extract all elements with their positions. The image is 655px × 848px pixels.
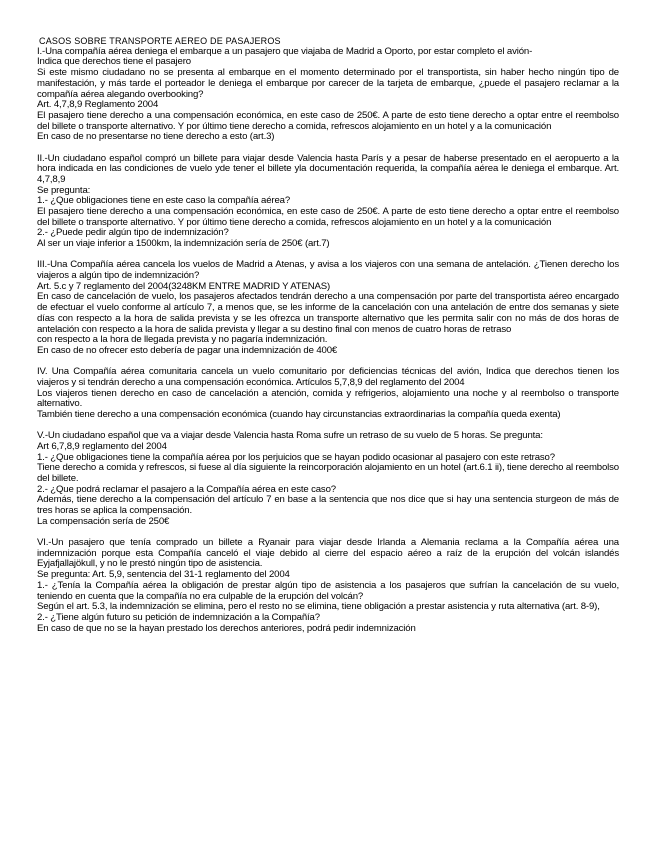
paragraph: Art. 4,7,8,9 Reglamento 2004 [37, 99, 159, 111]
paragraph: 2.- ¿Que podrá reclamar el pasajero a la Compañía aérea en este caso? [37, 483, 336, 495]
paragraph: I.-Una compañía aérea deniega el embarque a un pasajero que viajaba de Madrid a Oporto, por estar completo el avión- [37, 45, 533, 57]
paragraph: III.-Una Compañía aérea cancela los vuelos de Madrid a Atenas, y avisa a los viajeros con una semana de antelación. ¿Tienen derecho los viajeros a algún tipo de indemnización? [37, 259, 619, 282]
paragraph: 2.- ¿Tiene algún futuro su petición de indemnización a la Compañía? [37, 611, 320, 623]
paragraph: Al ser un viaje inferior a 1500km, la indemnización sería de 250€ (art.7) [37, 238, 330, 250]
paragraph: Se pregunta: Art. 5,9, sentencia del 31-1 reglamento del 2004 [37, 569, 290, 581]
document-title: CASOS SOBRE TRANSPORTE AEREO DE PASAJEROS [39, 36, 281, 46]
document-body [37, 36, 619, 645]
paragraph: Indica que derechos tiene el pasajero [37, 56, 191, 68]
paragraph: Si este mismo ciudadano no se presenta al embarque en el momento determinado por el transportista, sin haber hecho ningún tipo de manifestación, y más tarde el porteador le deniega el embarque por carecer de la tarjeta de embarque, ¿puede el pasajero reclamar a la compañía aérea alegando overbooking? [37, 67, 619, 100]
paragraph: Además, tiene derecho a la compensación del artículo 7 en base a la sentencia que nos dice que si hay una sentencia sturgeon de más de tres horas se aplica la compensación. [37, 494, 619, 517]
paragraph: En caso de cancelación de vuelo, los pasajeros afectados tendrán derecho a una compensación por parte del transportista aéreo encargado de efectuar el vuelo conforme al artículo 7, a menos que, se les informe de la cancelación con una antelación de entre dos semanas y siete días con respecto a la hora de salida prevista y se les ofrezca un transporte alternativo que les permita salir con no más de dos horas de antelación con respecto a la hora de salida prevista y llegar a su destino final con menos de cuatro horas de retraso [37, 291, 619, 335]
paragraph: 1.- ¿Que obligaciones tiene la compañía aérea por los perjuicios que se hayan podido ocasionar al pasajero con este retraso? [37, 451, 555, 463]
paragraph: V.-Un ciudadano español que va a viajar desde Valencia hasta Roma sufre un retraso de su vuelo de 5 horas. Se pregunta: [37, 430, 543, 442]
paragraph: Tiene derecho a comida y refrescos, si fuese al día siguiente la reincorporación alojamiento en un hotel (art.6.1 ii), tiene derecho al reembolso del billete. [37, 462, 619, 485]
paragraph: En caso de no ofrecer esto debería de pagar una indemnización de 400€ [37, 344, 338, 356]
paragraph: 2.- ¿Puede pedir algún tipo de indemnización? [37, 227, 229, 239]
paragraph: Los viajeros tienen derecho en caso de cancelación a atención, comida y refrigerios, alojamiento una noche y al reembolso o transporte alternativo. [37, 387, 619, 410]
paragraph: VI.-Un pasajero que tenía comprado un billete a Ryanair para viajar desde Irlanda a Alemania reclama a la Compañía aérea una indemnización porque esta Compañía canceló el viaje debido al cierre del espacio aéreo a raíz de la erupción del volcán islandés Eyjafjallajökull, y no le prestó ningún tipo de asistencia. [37, 537, 619, 570]
paragraph: También tiene derecho a una compensación económica (cuando hay circunstancias extraordinarias la compañía queda exenta) [37, 409, 561, 420]
paragraph: Art. 5.c y 7 reglamento del 2004(3248KM ENTRE MADRID Y ATENAS) [37, 280, 331, 292]
paragraph: Art 6,7,8,9 reglamento del 2004 [37, 440, 167, 452]
paragraph: Según el art. 5.3, la indemnización se elimina, pero el resto no se elimina, tiene obligación a prestar asistencia y ruta alternativa (art. 8-9), [37, 601, 600, 613]
paragraph: II.-Un ciudadano español compró un billete para viajar desde Valencia hasta París y a pesar de haberse presentado en el aeropuerto a la hora indicada en las condiciones de vuelo yde tener el billete yla documentación requerida, la compañía aérea le deniega el embarque. Art. 4,7,8,9 [37, 152, 619, 185]
paragraph: 1.- ¿Que obligaciones tiene en este caso la compañía aérea? [37, 195, 291, 207]
paragraph: En caso de no presentarse no tiene derecho a esto (art.3) [37, 131, 275, 143]
paragraph: El pasajero tiene derecho a una compensación económica, en este caso de 250€. A parte de esto tiene derecho a optar entre el reembolso del billete o transporte alternativo. Y por último tiene derecho a comida, refrescos alojamiento en un hotel y a la comunicación [37, 206, 619, 228]
case-section-2 [37, 154, 619, 250]
paragraph: con respecto a la hora de llegada prevista y no pagaría indemnización. [37, 334, 328, 346]
paragraph: IV. Una Compañía aérea comunitaria cancela un vuelo comunitario por deficiencias técnicas del avión, Indica que derechos tienen los viajeros y si tendrán derecho a una compensación económica. Artículos 5,7,8,9 del reglamento del 2004 [37, 366, 619, 388]
case-section-4 [37, 367, 619, 421]
case-section-6 [37, 538, 619, 634]
paragraph: La compensación sería de 250€ [37, 515, 170, 527]
paragraph: El pasajero tiene derecho a una compensación económica, en este caso de 250€. A parte de esto tiene derecho a optar entre el reembolso del billete o transporte alternativo. Y por último tiene derecho a comida, refrescos alojamiento en un hotel y a la comunicación [37, 109, 619, 132]
paragraph: En caso de que no se la hayan prestado los derechos anteriores, podrá pedir indemnización [37, 622, 416, 634]
paragraph: 1.- ¿Tenía la Compañía aérea la obligación de prestar algún tipo de asistencia a los pasajeros que sufrían la cancelación de su vuelo, teniendo en cuenta que la compañía no era culpable de la erupción del volcán? [37, 579, 619, 602]
case-section-5 [37, 431, 619, 527]
case-section-1 [37, 47, 619, 143]
paragraph: Se pregunta: [37, 184, 91, 196]
case-section-3 [37, 260, 619, 356]
